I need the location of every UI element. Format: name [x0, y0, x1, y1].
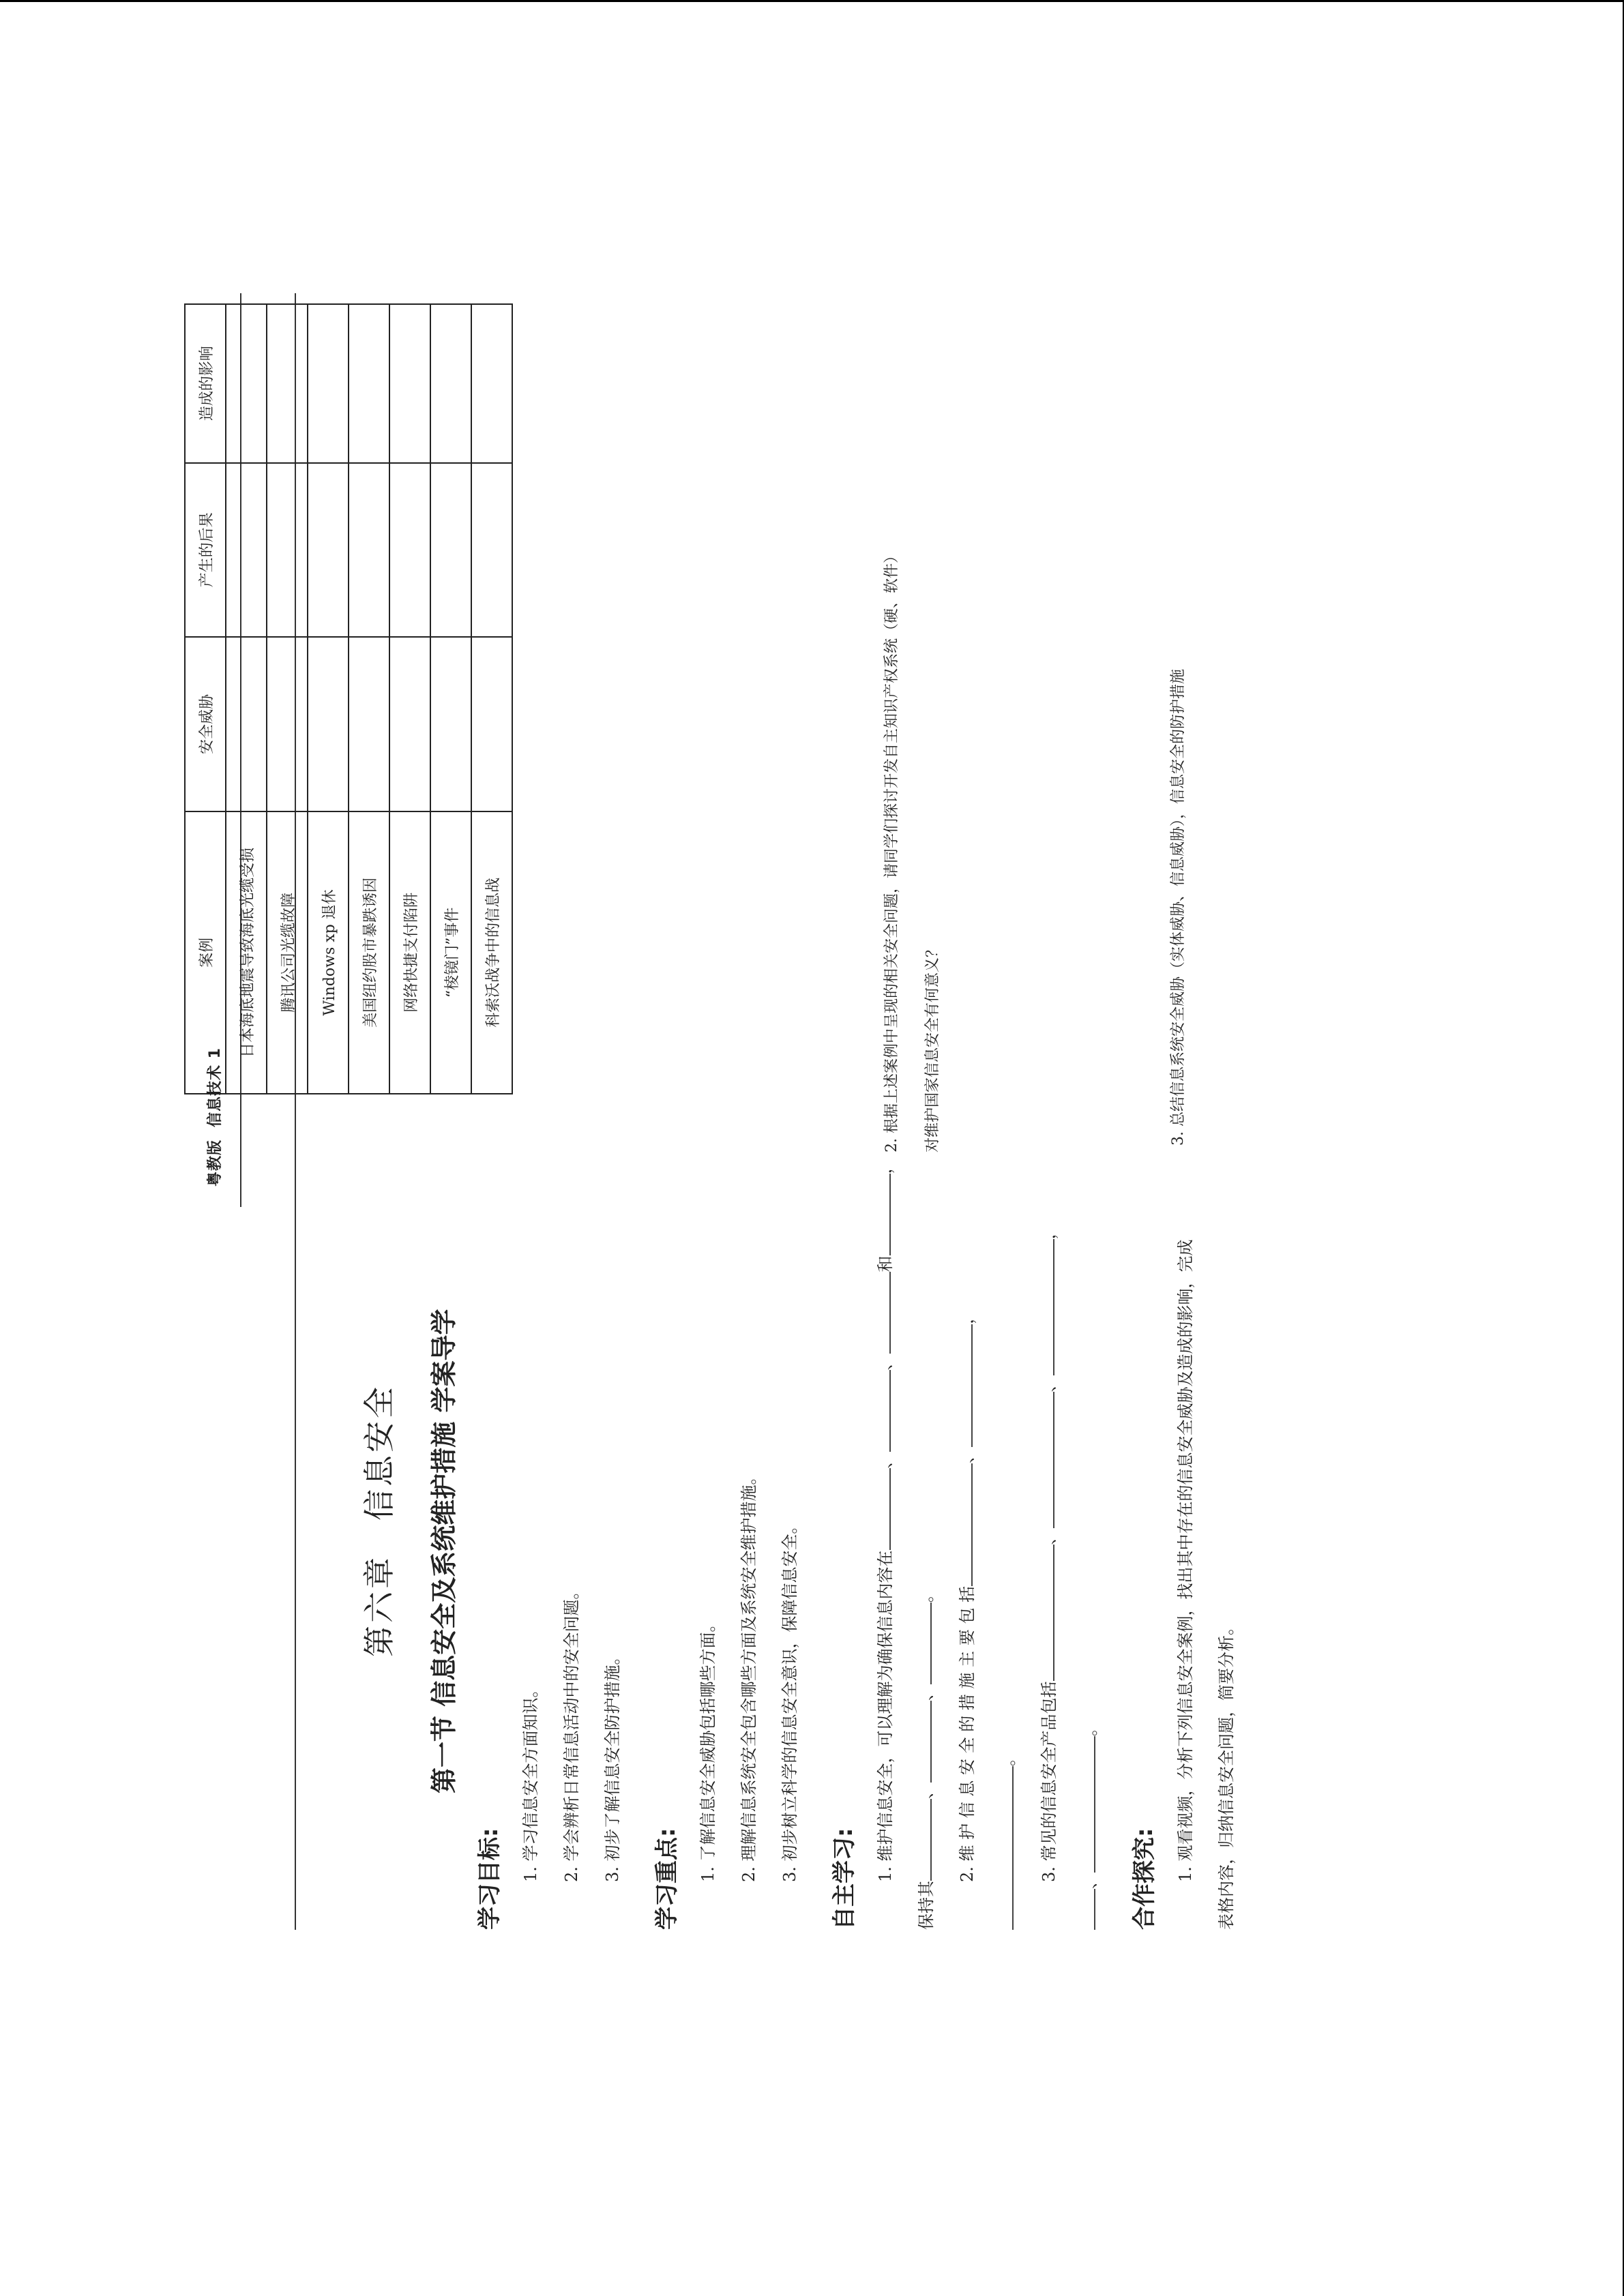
- answer-blank[interactable]: [1037, 1545, 1054, 1681]
- answer-cell[interactable]: [308, 304, 349, 463]
- answer-cell[interactable]: [267, 637, 308, 811]
- answer-cell[interactable]: [226, 463, 267, 638]
- header-subject: 信息技术 1: [207, 1047, 224, 1127]
- cooperate-heading: 合作探究:: [1131, 1828, 1158, 1930]
- objectives-heading: 学习目标:: [476, 1828, 503, 1930]
- answer-cell[interactable]: [389, 463, 430, 638]
- answer-blank[interactable]: [955, 1463, 973, 1586]
- case-table: [184, 303, 513, 1094]
- answer-cell[interactable]: [471, 637, 512, 811]
- table-header-cell: 安全威胁: [185, 637, 226, 811]
- header-edition: 粤教版: [207, 1139, 224, 1187]
- table-row: [430, 304, 471, 1094]
- answer-cell[interactable]: [430, 637, 471, 811]
- case-cell: 腾讯公司光缆故障: [267, 811, 308, 1094]
- case-cell: 网络快捷支付陷阱: [389, 811, 430, 1094]
- case-cell: Windows xp 退休: [308, 811, 349, 1094]
- answer-blank[interactable]: [914, 1799, 932, 1881]
- table-header-cell: 产生的后果: [185, 463, 226, 638]
- answer-blank[interactable]: [1078, 1889, 1095, 1930]
- table-row: [471, 304, 512, 1094]
- answer-cell[interactable]: [430, 304, 471, 463]
- selfstudy-q1: 1. 维护信息安全，可以理解为确保信息内容在、、和，: [872, 1157, 896, 1882]
- table-header-cell: 造成的影响: [185, 304, 226, 463]
- table-row: [349, 304, 389, 1094]
- case-cell: 日本海底地震导致海底光缆受损: [226, 811, 267, 1094]
- table-row: [308, 304, 349, 1094]
- page-border-top: [0, 0, 1624, 2]
- keypoints-heading: 学习重点:: [653, 1828, 681, 1930]
- selfstudy-q1-cont: 保持其、、。: [913, 1586, 936, 1930]
- answer-blank[interactable]: [1037, 1392, 1054, 1528]
- cooperate-q2-line2: 对维护国家信息安全有何意义？: [924, 942, 941, 1152]
- cooperate-q1-line2: 表格内容，归纳信息安全问题，简要分析。: [1217, 1619, 1236, 1930]
- cooperate-q1-line1: 1. 观看视频，分析下列信息安全案例，找出其中存在的信息安全威胁及造成的影响，完成: [1176, 1239, 1195, 1882]
- answer-cell[interactable]: [471, 463, 512, 638]
- answer-cell[interactable]: [349, 637, 389, 811]
- answer-cell[interactable]: [349, 304, 389, 463]
- answer-cell[interactable]: [471, 304, 512, 463]
- selfstudy-q2: 2. 维 护 信 息 安 全 的 措 施 主 要 包 括、，: [954, 1308, 977, 1882]
- selfstudy-heading: 自主学习:: [831, 1828, 858, 1930]
- answer-blank[interactable]: [955, 1324, 973, 1447]
- keypoint-1: 1. 了解信息安全威胁包括哪些方面。: [698, 1615, 718, 1882]
- answer-blank[interactable]: [1078, 1736, 1095, 1873]
- table-row: [267, 304, 308, 1094]
- answer-blank[interactable]: [873, 1468, 891, 1550]
- answer-blank[interactable]: [873, 1174, 891, 1255]
- selfstudy-q3-cont: 、。: [1076, 1720, 1100, 1930]
- cooperate-q2-line1: 2. 根据上述案例中呈现的相关安全问题，请同学们探讨开发自主知识产权系统（硬、软件）: [883, 548, 900, 1152]
- answer-cell[interactable]: [226, 304, 267, 463]
- answer-cell[interactable]: [308, 463, 349, 638]
- answer-cell[interactable]: [430, 463, 471, 638]
- selfstudy-q3: 3. 常见的信息安全产品包括、、，: [1035, 1223, 1059, 1882]
- answer-cell[interactable]: [389, 637, 430, 811]
- answer-blank[interactable]: [873, 1272, 891, 1354]
- cooperate-q3: 3. 总结信息系统安全威胁（实体威胁、信息威胁），信息安全的防护措施: [1170, 669, 1187, 1146]
- objective-3: 3. 初步了解信息安全防护措施。: [603, 1648, 622, 1882]
- case-cell: 美国纽约股市暴跌诱因: [349, 811, 389, 1094]
- section-title: 第一节 信息安全及系统维护措施 学案导学: [428, 1309, 459, 1793]
- table-row: [389, 304, 430, 1094]
- answer-blank[interactable]: [873, 1370, 891, 1452]
- rotated-page: [198, 293, 1255, 1930]
- case-cell: 科索沃战争中的信息战: [471, 811, 512, 1094]
- selfstudy-q2-cont: 。: [994, 1750, 1018, 1930]
- table-row: [226, 304, 267, 1094]
- objective-2: 2. 学会辨析日常信息活动中的安全问题。: [562, 1583, 581, 1882]
- answer-cell[interactable]: [267, 463, 308, 638]
- answer-cell[interactable]: [267, 304, 308, 463]
- answer-cell[interactable]: [349, 463, 389, 638]
- objective-1: 1. 学习信息安全方面知识。: [521, 1681, 540, 1882]
- answer-cell[interactable]: [226, 637, 267, 811]
- keypoint-3: 3. 初步树立科学的信息安全意识，保障信息安全。: [780, 1517, 799, 1882]
- keypoint-2: 2. 理解信息系统安全包含哪些方面及系统安全维护措施。: [739, 1468, 758, 1882]
- table-header-cell: 案例: [185, 811, 226, 1094]
- table-header-row: [185, 304, 226, 1094]
- answer-blank[interactable]: [914, 1602, 932, 1684]
- case-cell: “棱镜门”事件: [430, 811, 471, 1094]
- answer-cell[interactable]: [308, 637, 349, 811]
- answer-blank[interactable]: [1037, 1239, 1054, 1375]
- answer-blank[interactable]: [996, 1766, 1014, 1930]
- chapter-title: 第六章 信息安全: [361, 1384, 398, 1657]
- answer-blank[interactable]: [914, 1701, 932, 1783]
- answer-cell[interactable]: [389, 304, 430, 463]
